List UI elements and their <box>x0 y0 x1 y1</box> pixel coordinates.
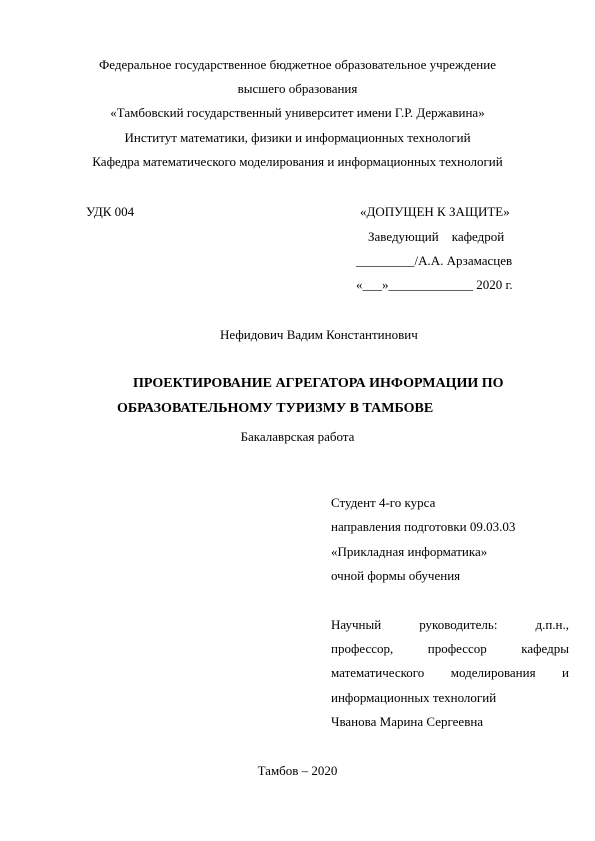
institution-line-1: Федеральное государственное бюджетное образовательное учреждение <box>99 57 496 72</box>
approval-date: «___»_____________ 2020 г. <box>356 277 513 292</box>
student-program: «Прикладная информатика» <box>331 544 488 559</box>
city-year: Тамбов – 2020 <box>257 763 338 778</box>
student-direction: направления подготовки 09.03.03 <box>331 519 516 534</box>
supervisor-line-4: информационных технологий <box>331 690 497 705</box>
approval-signature: _________/А.А. Арзамасцев <box>356 253 513 268</box>
department-name: Кафедра математического моделирования и информационных технологий <box>92 154 503 169</box>
institute-name: Институт математики, физики и информационных технологий <box>124 130 471 145</box>
institution-line-2: высшего образования <box>237 81 358 96</box>
work-type: Бакалаврская работа <box>240 429 355 444</box>
udk-code: УДК 004 <box>86 204 135 219</box>
work-title-line-1: ПРОЕКТИРОВАНИЕ АГРЕГАТОРА ИНФОРМАЦИИ ПО <box>133 376 504 391</box>
supervisor-line-2: профессор, профессор кафедры <box>331 641 569 656</box>
author-name: Нефидович Вадим Константинович <box>220 327 418 342</box>
student-course: Студент 4-го курса <box>331 495 436 510</box>
approval-title: «ДОПУЩЕН К ЗАЩИТЕ» <box>360 204 510 219</box>
supervisor-name: Чванова Марина Сергеевна <box>331 714 484 729</box>
approval-role: Заведующий кафедрой <box>368 229 505 244</box>
student-study-form: очной формы обучения <box>331 568 461 583</box>
university-name: «Тамбовский государственный университет имени Г.Р. Державина» <box>110 105 485 120</box>
supervisor-line-3: математического моделирования и <box>331 665 569 680</box>
supervisor-line-1: Научный руководитель: д.п.н., <box>331 617 569 632</box>
work-title-line-2: ОБРАЗОВАТЕЛЬНОМУ ТУРИЗМУ В ТАМБОВЕ <box>117 401 434 416</box>
